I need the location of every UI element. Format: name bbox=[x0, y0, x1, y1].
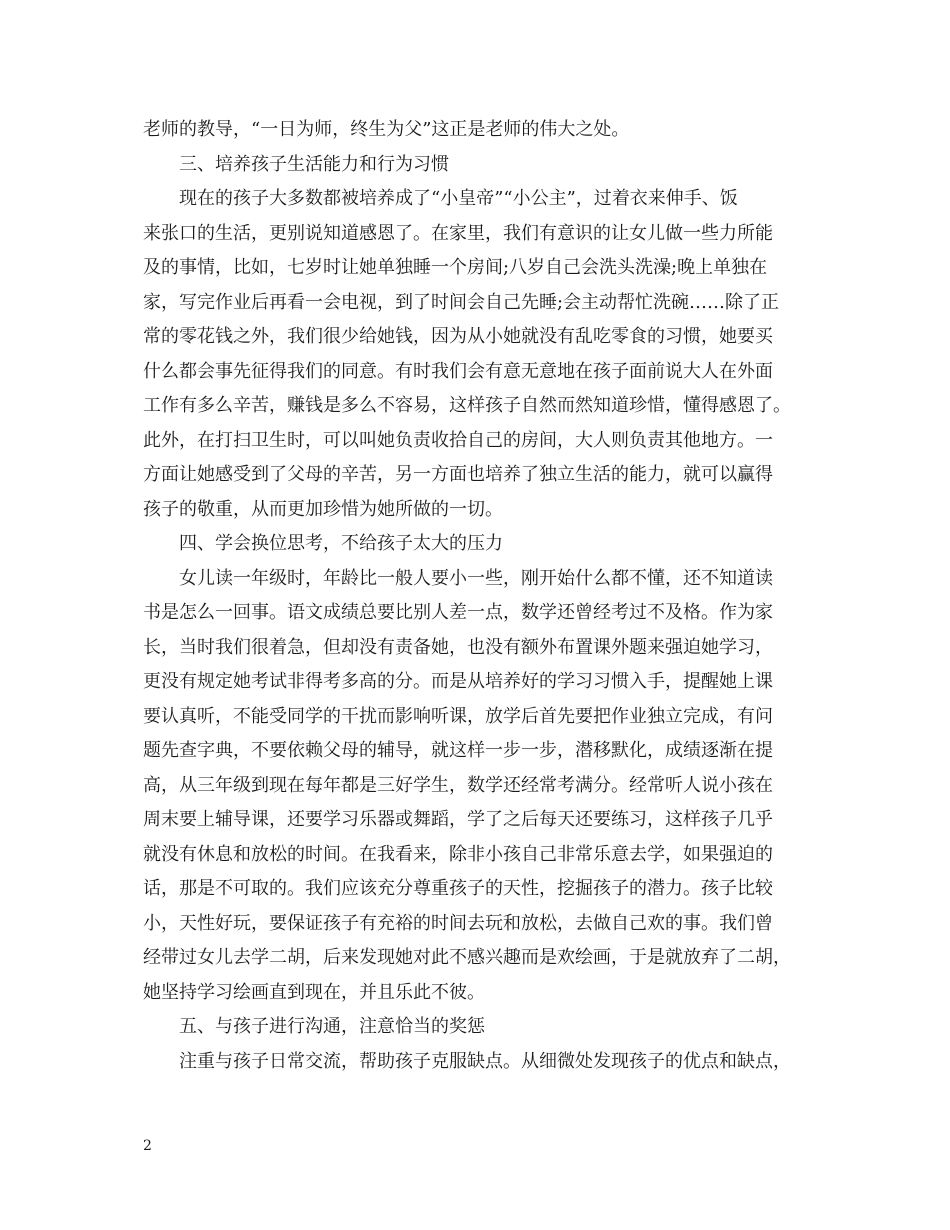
text-line: 注重与孩子日常交流，帮助孩子克服缺点。从细微处发现孩子的优点和缺点， bbox=[179, 1050, 791, 1072]
text-line: 常的零花钱之外，我们很少给她钱，因为从小她就没有乱吃零食的习惯，她要买 bbox=[143, 326, 773, 347]
text-line: 来张口的生活，更别说知道感恩了。在家里，我们有意识的让女儿做一些力所能 bbox=[143, 222, 773, 244]
text-line: 孩子的敬重，从而更加珍惜为她所做的一切。 bbox=[143, 498, 503, 520]
text-line: 题先查字典，不要依赖父母的辅导，就这样一步一步，潜移默化，成绩逐渐在提 bbox=[143, 740, 773, 761]
page-number: 2 bbox=[143, 1138, 152, 1154]
text-line: 她坚持学习绘画直到现在，并且乐此不彼。 bbox=[143, 981, 485, 1003]
text-line: 现在的孩子大多数都被培养成了“小皇帝”“小公主”，过着衣来伸手、饭 bbox=[179, 188, 738, 209]
text-line: 就没有休息和放松的时间。在我看来，除非小孩自己非常乐意去学，如果强迫的 bbox=[143, 843, 773, 865]
section-heading-5: 五、与孩子进行沟通，注意恰当的奖惩 bbox=[179, 1016, 485, 1037]
text-line: 女儿读一年级时，年龄比一般人要小一些，刚开始什么都不懂，还不知道读 bbox=[179, 567, 773, 589]
text-line: 经带过女儿去学二胡，后来发现她对此不感兴趣而是欢绘画，于是就放弃了二胡， bbox=[143, 947, 791, 968]
text-line: 及的事情，比如，七岁时让她单独睡一个房间;八岁自己会洗头洗澡;晚上单独在 bbox=[143, 257, 768, 278]
text-line: 老师的教导，“一日为师，终生为父”这正是老师的伟大之处。 bbox=[143, 119, 630, 140]
section-heading-4: 四、学会换位思考，不给孩子太大的压力 bbox=[179, 533, 503, 554]
text-line: 家，写完作业后再看一会电视，到了时间会自己先睡;会主动帮忙洗碗……除了正 bbox=[143, 291, 780, 313]
text-line: 高，从三年级到现在每年都是三好学生，数学还经常考满分。经常听人说小孩在 bbox=[143, 774, 773, 796]
text-line: 长，当时我们很着急，但却没有责备她，也没有额外布置课外题来强迫她学习， bbox=[143, 636, 773, 658]
text-line: 工作有多么辛苦，赚钱是多么不容易，这样孩子自然而然知道珍惜，懂得感恩了。 bbox=[143, 395, 791, 416]
text-line: 更没有规定她考试非得考多高的分。而是从培养好的学习习惯入手，提醒她上课 bbox=[143, 671, 773, 692]
text-line: 什么都会事先征得我们的同意。有时我们会有意无意地在孩子面前说大人在外面 bbox=[143, 360, 773, 382]
section-heading-3: 三、培养孩子生活能力和行为习惯 bbox=[179, 153, 449, 175]
text-line: 话，那是不可取的。我们应该充分尊重孩子的天性，挖掘孩子的潜力。孩子比较 bbox=[143, 878, 773, 899]
text-line: 小，天性好玩，要保证孩子有充裕的时间去玩和放松，去做自己欢的事。我们曾 bbox=[143, 912, 773, 934]
text-line: 要认真听，不能受同学的干扰而影响听课，放学后首先要把作业独立完成，有问 bbox=[143, 705, 773, 727]
document-body bbox=[143, 113, 823, 1079]
text-line: 方面让她感受到了父母的辛苦，另一方面也培养了独立生活的能力，就可以赢得 bbox=[143, 464, 773, 485]
text-line: 周末要上辅导课，还要学习乐器或舞蹈，学了之后每天还要练习，这样孩子几乎 bbox=[143, 809, 773, 830]
text-line: 书是怎么一回事。语文成绩总要比别人差一点，数学还曾经考过不及格。作为家 bbox=[143, 602, 773, 623]
text-line: 此外，在打扫卫生时，可以叫她负责收拾自己的房间，大人则负责其他地方。一 bbox=[143, 429, 773, 451]
